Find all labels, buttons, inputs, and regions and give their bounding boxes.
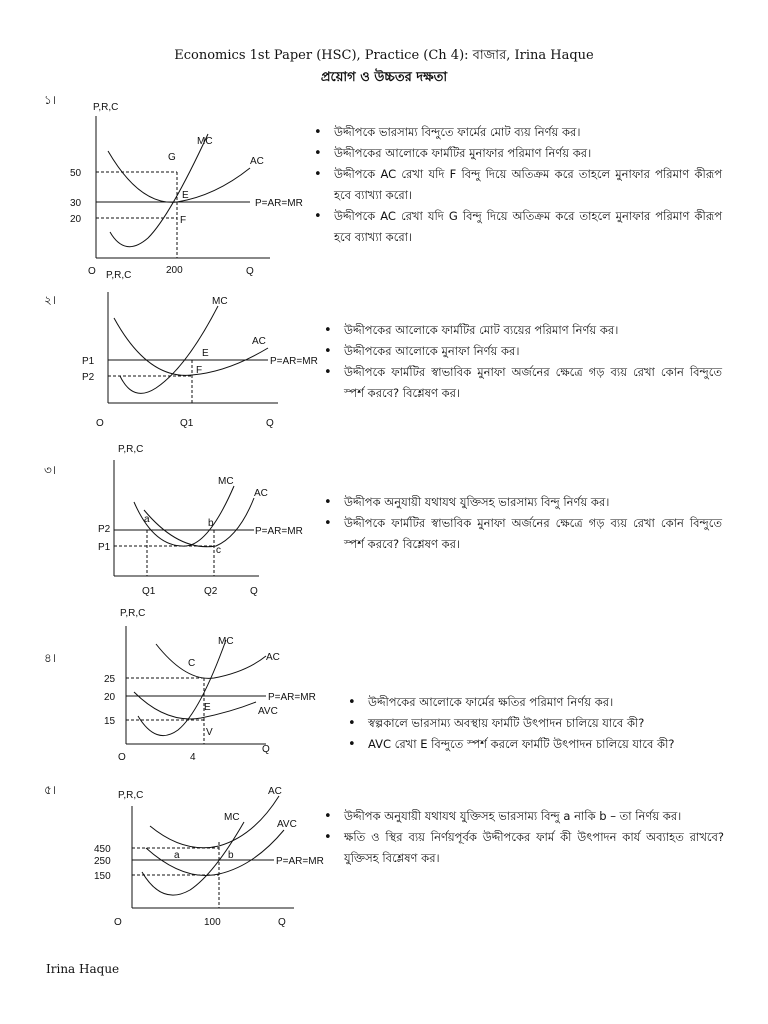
ac-label: AC xyxy=(254,488,268,499)
footer-author: Irina Haque xyxy=(46,962,120,976)
axis-x-label: Q xyxy=(250,586,258,597)
avc-label: AVC xyxy=(277,819,297,830)
tick-label-100: 100 xyxy=(204,917,221,928)
mc-label: MC xyxy=(197,136,213,147)
ac-curve xyxy=(156,644,266,678)
tick-label-25: 25 xyxy=(104,674,116,685)
axis-x-label: Q xyxy=(266,418,274,429)
question-number-3: ৩। xyxy=(44,463,57,477)
tick-label-p2: P2 xyxy=(82,372,95,383)
bullet-item: • উদ্দীপকে ফার্মটির স্বাভাবিক মুনাফা অর্জনের ক্ষেত্রে গড় ব্যয় রেখা কোন বিন্দুতে স্পর্শ করবে? বিশ্লেষণ কর। xyxy=(320,513,722,555)
tick-label-p1: P1 xyxy=(82,356,95,367)
price-line-label: P=AR=MR xyxy=(270,356,318,367)
bullet-item: • উদ্দীপক অনুযায়ী যথাযথ যুক্তিসহ ভারসাম্য বিন্দু নির্ণয় কর। xyxy=(320,492,722,513)
question-5-bullets xyxy=(320,806,724,869)
tick-label-50: 50 xyxy=(70,168,82,179)
tick-label-q2: Q2 xyxy=(204,586,218,597)
price-line-label: P=AR=MR xyxy=(276,856,324,867)
point-label-e: E xyxy=(202,348,209,359)
ac-curve xyxy=(144,498,254,547)
tick-label-250: 250 xyxy=(94,856,111,867)
price-line-label: P=AR=MR xyxy=(268,692,316,703)
bullet-item: • উদ্দীপকে AC রেখা যদি G বিন্দু দিয়ে অতিক্রম করে তাহলে মুনাফার পরিমাণ কীরূপ হবে ব্যাখ্যা করো। xyxy=(310,206,722,248)
avc-curve xyxy=(146,830,284,876)
origin-label: O xyxy=(118,752,126,763)
mc-curve xyxy=(110,134,208,247)
question-2-bullets xyxy=(320,320,722,404)
point-label-b: b xyxy=(228,850,234,861)
price-line-label: P=AR=MR xyxy=(255,198,303,209)
point-label-b: b xyxy=(208,518,214,529)
mc-label: MC xyxy=(218,636,234,647)
bullet-item: • উদ্দীপকের আলোকে ফার্মটির মুনাফার পরিমাণ নির্ণয় কর। xyxy=(310,143,722,164)
axis-y-label: P,R,C xyxy=(120,608,146,619)
origin-label: O xyxy=(114,917,122,928)
bullet-item: • উদ্দীপকে ভারসাম্য বিন্দুতে ফার্মের মোট ব্যয় নির্ণয় কর। xyxy=(310,122,722,143)
bullet-item: • উদ্দীপকের আলোকে ফার্মটির মোট ব্যয়ের পরিমাণ নির্ণয় কর। xyxy=(320,320,722,341)
bullet-item: • ক্ষতি ও স্থির ব্যয় নির্ণয়পূর্বক উদ্দীপকের ফার্ম কী উৎপাদন কার্য অব্যাহত রাখবে? যুক্তিসহ বিশ্লেষণ কর। xyxy=(320,827,724,869)
bullet-item: • স্বল্পকালে ভারসাম্য অবস্থায় ফার্মটি উৎপাদন চালিয়ে যাবে কী? xyxy=(344,713,724,734)
bullet-item: • উদ্দীপকে ফার্মটির স্বাভাবিক মুনাফা অর্জনের ক্ষেত্রে গড় ব্যয় রেখা কোন বিন্দুতে স্পর্শ করবে? বিশ্লেষণ কর। xyxy=(320,362,722,404)
point-label-c: C xyxy=(188,658,196,669)
axis-x-label: Q xyxy=(278,917,286,928)
axis-y-label: P,R,C xyxy=(118,790,144,801)
ac-label: AC xyxy=(252,336,266,347)
cost-curve-diagram-5 xyxy=(94,782,344,932)
axis-y-label: P,R,C xyxy=(118,444,144,455)
point-label-c: c xyxy=(216,545,221,556)
axis-y-label: P,R,C xyxy=(93,102,119,113)
cost-curve-diagram-2 xyxy=(78,288,338,433)
question-number-4: ৪। xyxy=(44,651,57,665)
bullet-item: • উদ্দীপকের আলোকে মুনাফা নির্ণয় কর। xyxy=(320,341,722,362)
question-number-2: ২। xyxy=(44,293,57,307)
tick-label-200: 200 xyxy=(166,265,183,276)
mc-label: MC xyxy=(218,476,234,487)
bullet-item: • উদ্দীপকে AC রেখা যদি F বিন্দু দিয়ে অতিক্রম করে তাহলে মুনাফার পরিমাণ কীরূপ হবে ব্যাখ্যা করো। xyxy=(310,164,722,206)
ac-curve xyxy=(150,796,279,848)
bullet-item: • উদ্দীপকের আলোকে ফার্মের ক্ষতির পরিমাণ নির্ণয় কর। xyxy=(344,692,724,713)
bullet-item: • উদ্দীপক অনুযায়ী যথাযথ যুক্তিসহ ভারসাম্য বিন্দু a নাকি b – তা নির্ণয় কর। xyxy=(320,806,724,827)
tick-label-450: 450 xyxy=(94,844,111,855)
tick-label-20: 20 xyxy=(70,214,82,225)
axis-x-label: Q xyxy=(246,266,254,277)
tick-label-4: 4 xyxy=(190,752,196,763)
origin-label: O xyxy=(88,266,96,277)
question-number-1: ১। xyxy=(44,93,57,107)
tick-label-q1: Q1 xyxy=(180,418,194,429)
tick-label-20: 20 xyxy=(104,692,116,703)
question-4-bullets xyxy=(344,692,724,755)
tick-label-30: 30 xyxy=(70,198,82,209)
ac-label: AC xyxy=(268,786,282,797)
tick-label-15: 15 xyxy=(104,716,116,727)
price-line-label: P=AR=MR xyxy=(255,526,303,537)
cost-curve-diagram-3 xyxy=(94,440,324,600)
tick-label-p1: P1 xyxy=(98,542,111,553)
question-3-bullets xyxy=(320,492,722,555)
ac-label: AC xyxy=(250,156,264,167)
mc-curve xyxy=(138,640,226,736)
bullet-item: • AVC রেখা E বিন্দুতে স্পর্শ করলে ফার্মটি উৎপাদন চালিয়ে যাবে কী? xyxy=(344,734,724,755)
tick-label-q1: Q1 xyxy=(142,586,156,597)
point-label-e: E xyxy=(182,190,189,201)
point-label-v: V xyxy=(206,727,213,738)
cost-curve-diagram-1 xyxy=(60,96,310,281)
point-label-f: F xyxy=(196,365,203,376)
origin-label: O xyxy=(96,418,104,429)
mc-label: MC xyxy=(212,296,228,307)
axis-y-label-next: P,R,C xyxy=(106,270,132,281)
point-label-a: a xyxy=(144,514,150,525)
avc-label: AVC xyxy=(258,706,278,717)
tick-label-150: 150 xyxy=(94,871,111,882)
page-title: Economics 1st Paper (HSC), Practice (Ch 4): বাজার, Irina Haque xyxy=(174,48,594,63)
axis-x-label: Q xyxy=(262,744,270,755)
question-1-bullets xyxy=(310,122,722,248)
point-label-e: E xyxy=(204,702,211,713)
page-subtitle: প্রয়োগ ও উচ্চতর দক্ষতা xyxy=(320,70,448,85)
mc-label: MC xyxy=(224,812,240,823)
ac-curve xyxy=(114,318,268,375)
ac-label: AC xyxy=(266,652,280,663)
question-number-5: ৫। xyxy=(44,783,57,797)
point-label-g: G xyxy=(168,152,176,163)
ac-curve xyxy=(108,151,250,202)
point-label-f: F xyxy=(180,215,187,226)
cost-curve-diagram-4 xyxy=(96,604,336,769)
point-label-a: a xyxy=(174,850,180,861)
tick-label-p2: P2 xyxy=(98,524,111,535)
